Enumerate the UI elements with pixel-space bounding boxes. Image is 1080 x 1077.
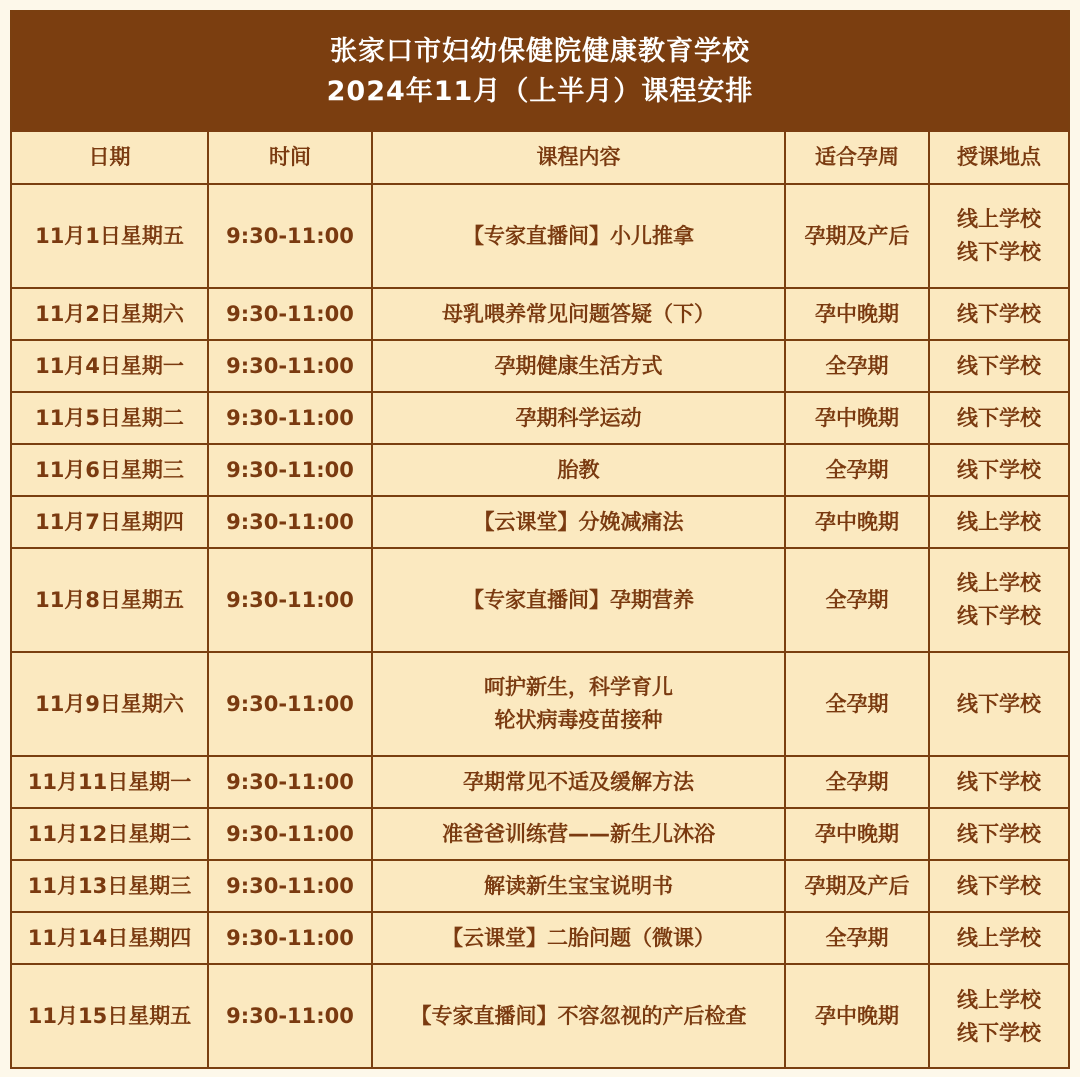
location-cell	[929, 392, 1068, 444]
time-cell: 9:30-11:00	[208, 288, 372, 340]
location-cell	[929, 808, 1068, 860]
pregnancy-week-cell: 孕中晚期	[785, 808, 929, 860]
course-content-cell	[372, 652, 785, 756]
location-cell	[929, 652, 1068, 756]
time-cell: 9:30-11:00	[208, 860, 372, 912]
pregnancy-week-cell: 孕中晚期	[785, 392, 929, 444]
schedule-poster	[10, 10, 1070, 1069]
location-cell	[929, 288, 1068, 340]
location-line: 线下学校	[957, 301, 1041, 326]
location-cell	[929, 444, 1068, 496]
table-row	[12, 652, 1068, 756]
time-cell: 9:30-11:00	[208, 652, 372, 756]
course-content-cell	[372, 860, 785, 912]
time-cell: 9:30-11:00	[208, 392, 372, 444]
location-line: 线下学校	[957, 353, 1041, 378]
pregnancy-week-cell: 孕期及产后	[785, 860, 929, 912]
course-content-cell	[372, 288, 785, 340]
course-content-cell	[372, 756, 785, 808]
pregnancy-week-cell: 孕期及产后	[785, 184, 929, 288]
course-content-line: 解读新生宝宝说明书	[484, 873, 673, 898]
date-cell: 11月5日星期二	[12, 392, 208, 444]
location-cell	[929, 184, 1068, 288]
time-cell: 9:30-11:00	[208, 496, 372, 548]
table-row	[12, 912, 1068, 964]
course-content-line: 母乳喂养常见问题答疑（下）	[442, 301, 715, 326]
date-cell: 11月6日星期三	[12, 444, 208, 496]
location-line: 线下学校	[957, 405, 1041, 430]
location-line: 线上学校	[957, 987, 1041, 1012]
course-content-line: 【云课堂】分娩减痛法	[473, 509, 684, 534]
date-cell: 11月11日星期一	[12, 756, 208, 808]
pregnancy-week-cell: 全孕期	[785, 912, 929, 964]
date-cell: 11月2日星期六	[12, 288, 208, 340]
title-line-2: 2024年11月（上半月）课程安排	[326, 76, 754, 107]
course-content-line: 胎教	[557, 457, 600, 482]
location-cell	[929, 912, 1068, 964]
pregnancy-week-cell: 全孕期	[785, 548, 929, 652]
table-row	[12, 808, 1068, 860]
course-content-line: 【专家直播间】小儿推拿	[463, 223, 694, 248]
time-cell: 9:30-11:00	[208, 444, 372, 496]
header-banner	[12, 12, 1068, 132]
location-cell	[929, 340, 1068, 392]
course-content-line: 准爸爸训练营——新生儿沐浴	[442, 821, 715, 846]
course-content-cell	[372, 444, 785, 496]
location-line: 线上学校	[957, 207, 1041, 231]
course-content-cell	[372, 392, 785, 444]
pregnancy-week-cell: 孕中晚期	[785, 288, 929, 340]
course-content-cell	[372, 964, 785, 1068]
column-header-content: 课程内容	[372, 132, 785, 184]
course-content-line: 【专家直播间】不容忽视的产后检查	[410, 1004, 747, 1028]
pregnancy-week-cell: 全孕期	[785, 340, 929, 392]
pregnancy-week-cell: 全孕期	[785, 444, 929, 496]
time-cell: 9:30-11:00	[208, 340, 372, 392]
course-content-cell	[372, 184, 785, 288]
title-line-1: 张家口市妇幼保健院健康教育学校	[330, 36, 750, 67]
date-cell: 11月8日星期五	[12, 548, 208, 652]
column-header-weeks: 适合孕周	[785, 132, 929, 184]
date-cell: 11月12日星期二	[12, 808, 208, 860]
date-cell: 11月7日星期四	[12, 496, 208, 548]
table-row	[12, 444, 1068, 496]
location-line: 线下学校	[957, 691, 1041, 716]
course-content-line: 孕期科学运动	[515, 405, 642, 430]
course-content-cell	[372, 496, 785, 548]
pregnancy-week-cell: 孕中晚期	[785, 964, 929, 1068]
location-line: 线下学校	[957, 1020, 1041, 1045]
table-row	[12, 964, 1068, 1068]
table-row	[12, 548, 1068, 652]
table-row	[12, 340, 1068, 392]
schedule-table	[12, 132, 1068, 1068]
time-cell: 9:30-11:00	[208, 548, 372, 652]
date-cell: 11月13日星期三	[12, 860, 208, 912]
course-content-line: 【专家直播间】孕期营养	[463, 587, 694, 612]
column-header-location: 授课地点	[929, 132, 1068, 184]
location-line: 线下学校	[957, 457, 1041, 482]
pregnancy-week-cell: 孕中晚期	[785, 496, 929, 548]
location-cell	[929, 860, 1068, 912]
time-cell: 9:30-11:00	[208, 912, 372, 964]
course-content-line: 孕期健康生活方式	[494, 353, 663, 378]
date-cell: 11月4日星期一	[12, 340, 208, 392]
course-content-cell	[372, 548, 785, 652]
time-cell: 9:30-11:00	[208, 964, 372, 1068]
location-cell	[929, 756, 1068, 808]
pregnancy-week-cell: 全孕期	[785, 652, 929, 756]
location-line: 线下学校	[957, 240, 1041, 264]
location-line: 线下学校	[957, 769, 1041, 794]
location-line: 线下学校	[957, 604, 1041, 628]
column-header-date: 日期	[12, 132, 208, 184]
date-cell: 11月9日星期六	[12, 652, 208, 756]
table-header-row	[12, 132, 1068, 184]
time-cell: 9:30-11:00	[208, 808, 372, 860]
table-row	[12, 288, 1068, 340]
date-cell: 11月14日星期四	[12, 912, 208, 964]
time-cell: 9:30-11:00	[208, 184, 372, 288]
table-row	[12, 184, 1068, 288]
time-cell: 9:30-11:00	[208, 756, 372, 808]
course-content-cell	[372, 340, 785, 392]
table-row	[12, 496, 1068, 548]
location-line: 线上学校	[957, 925, 1041, 950]
location-cell	[929, 964, 1068, 1068]
course-content-line: 轮状病毒疫苗接种	[494, 708, 663, 732]
table-row	[12, 392, 1068, 444]
course-content-line: 呵护新生，科学育儿	[484, 675, 673, 699]
location-line: 线下学校	[957, 873, 1041, 898]
date-cell: 11月15日星期五	[12, 964, 208, 1068]
date-cell: 11月1日星期五	[12, 184, 208, 288]
table-row	[12, 756, 1068, 808]
course-content-line: 【云课堂】二胎问题（微课）	[442, 925, 715, 950]
course-content-line: 孕期常见不适及缓解方法	[463, 769, 694, 794]
table-row	[12, 860, 1068, 912]
location-line: 线下学校	[957, 821, 1041, 846]
course-content-cell	[372, 808, 785, 860]
column-header-time: 时间	[208, 132, 372, 184]
location-line: 线上学校	[957, 571, 1041, 595]
location-cell	[929, 548, 1068, 652]
location-line: 线上学校	[957, 509, 1041, 534]
pregnancy-week-cell: 全孕期	[785, 756, 929, 808]
course-content-cell	[372, 912, 785, 964]
location-cell	[929, 496, 1068, 548]
